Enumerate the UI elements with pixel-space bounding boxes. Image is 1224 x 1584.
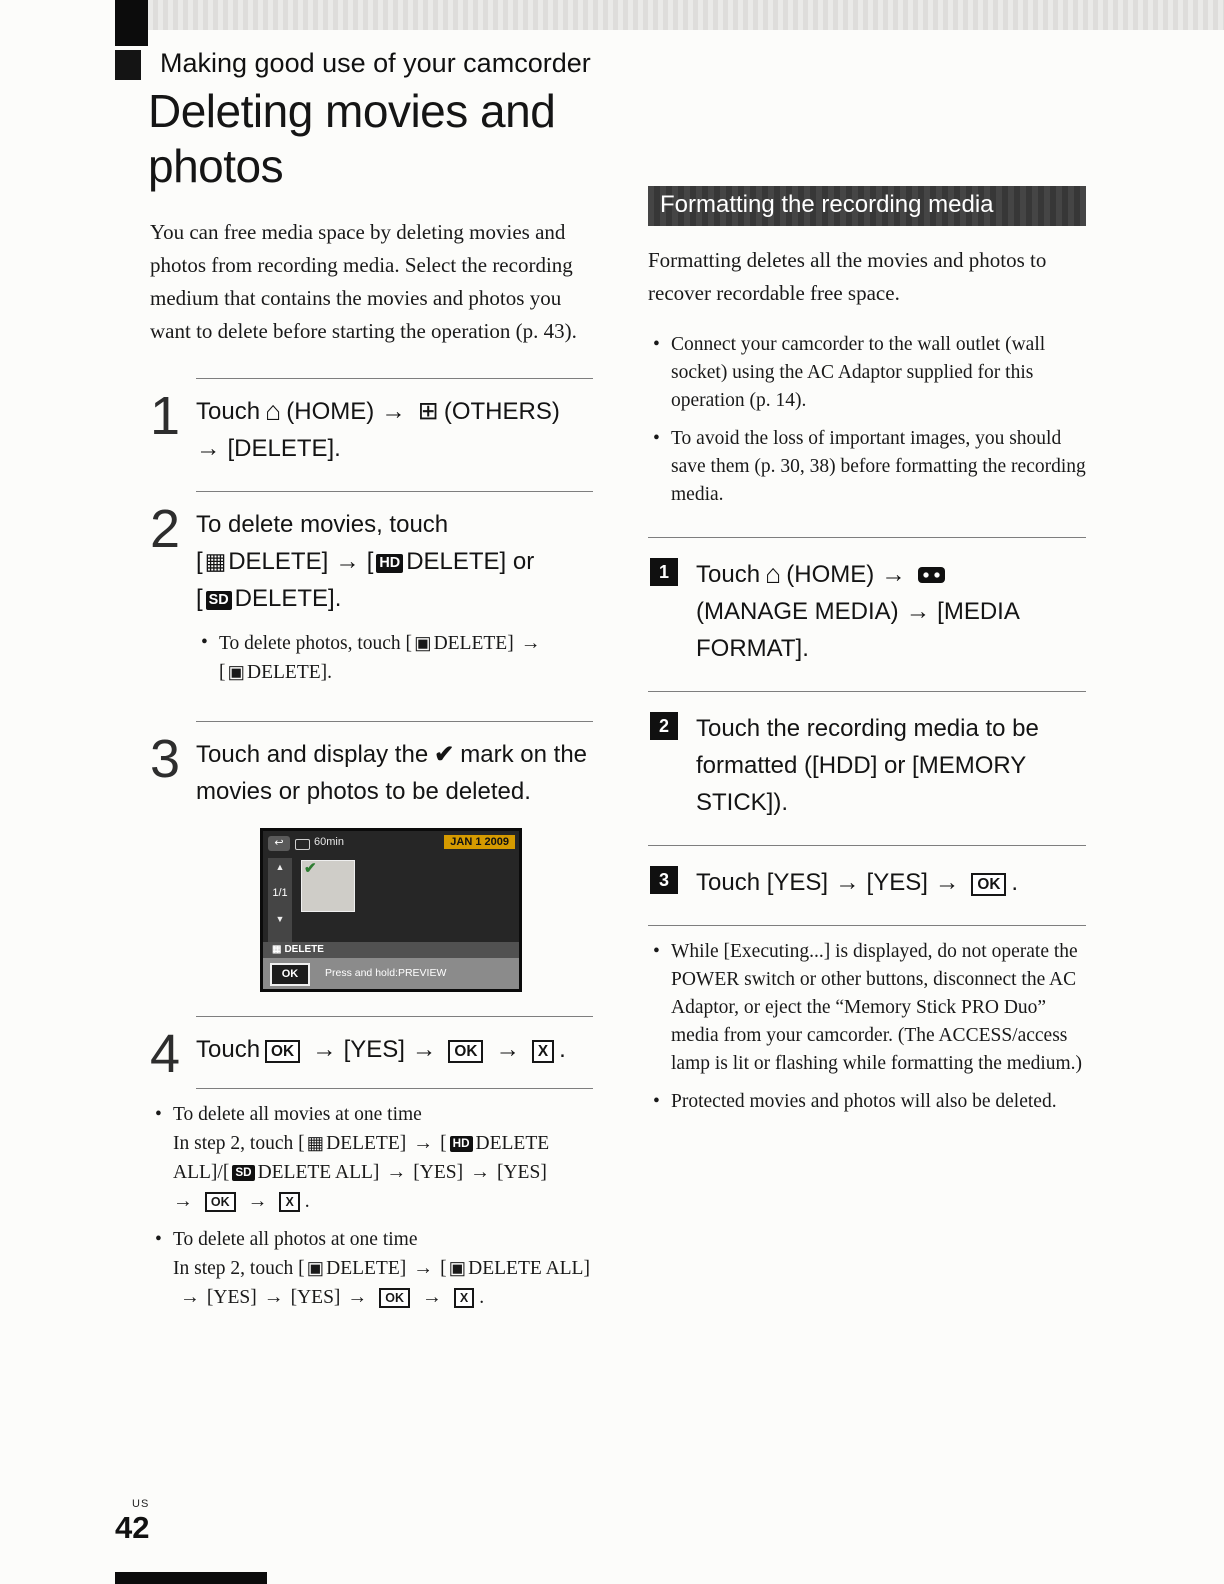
step-1 xyxy=(150,378,593,491)
ok-button-icon: OK xyxy=(265,1040,300,1064)
tip-seg: DELETE ALL] xyxy=(468,1258,590,1280)
ok-button-icon: OK xyxy=(205,1192,236,1212)
list-item: • Connect your camcorder to the wall outlet (wall socket) using the AC Adaptor supplied for this operation (p. 14). xyxy=(650,331,1086,415)
step-list xyxy=(150,378,593,1089)
page-title-line2: photos xyxy=(148,140,284,192)
page-number: 42 xyxy=(115,1510,150,1545)
format-step-list xyxy=(648,537,1086,926)
arrow-icon: → xyxy=(247,1190,268,1213)
photo-icon: ▣ xyxy=(448,1257,467,1279)
photo-icon: ▣ xyxy=(227,661,245,683)
delete-bar-label: DELETE xyxy=(284,944,324,956)
tip-seg: In step 2, touch [ xyxy=(173,1258,305,1280)
format-step-3 xyxy=(648,845,1086,925)
step-2-seg: To delete movies, touch xyxy=(196,511,449,539)
step-4 xyxy=(150,1016,593,1089)
step-3-seg: Touch and display the xyxy=(196,741,429,769)
step-1-text xyxy=(196,393,593,467)
thumbnail xyxy=(301,860,355,912)
hd-badge-icon: HD xyxy=(376,554,403,573)
arrow-icon: → xyxy=(411,1036,437,1064)
format-step-1-number: 1 xyxy=(650,558,678,586)
arrow-icon: → xyxy=(934,869,960,897)
movie-icon: ▦ xyxy=(306,1132,325,1154)
manage-media-icon xyxy=(918,567,945,583)
close-button-icon: X xyxy=(532,1040,554,1064)
tip-title: • To delete all photos at one time xyxy=(173,1229,418,1251)
fstep-seg: Touch xyxy=(696,561,761,588)
format-step-3-text xyxy=(696,864,1086,901)
step-4-number: 4 xyxy=(150,1024,181,1085)
step-4-text xyxy=(196,1031,593,1068)
ok-button-icon: OK xyxy=(448,1040,483,1064)
hd-badge-icon: HD xyxy=(450,1136,473,1152)
fstep-seg: Touch xyxy=(696,869,761,897)
scroll-up-icon: ▲ xyxy=(275,862,285,873)
ok-button: OK xyxy=(270,963,310,986)
step-3 xyxy=(150,721,593,1016)
sd-badge-icon: SD xyxy=(232,1165,254,1181)
tip-body xyxy=(173,1129,593,1216)
format-notes-list xyxy=(650,938,1086,1116)
page-indicator: 1/1 xyxy=(272,887,288,900)
check-icon: ✔ xyxy=(434,741,455,769)
step-4-seg: [YES] xyxy=(343,1036,405,1064)
date-label: JAN 1 2009 xyxy=(444,835,515,849)
home-icon: ⌂ xyxy=(265,396,282,427)
note-seg: DELETE] xyxy=(433,633,514,655)
arrow-icon: → xyxy=(413,1132,434,1155)
step-1-seg: (OTHERS) xyxy=(443,398,560,425)
tip-body xyxy=(173,1254,593,1312)
footer-bar xyxy=(115,1572,267,1584)
arrow-icon: → xyxy=(835,869,860,897)
section-mark xyxy=(115,50,141,80)
step-3-number: 3 xyxy=(150,729,181,790)
step-4-seg: . xyxy=(559,1036,566,1064)
step-2-seg: [ xyxy=(196,585,203,613)
lcd-screenshot xyxy=(260,828,522,992)
list-item xyxy=(198,629,593,687)
arrow-icon: → xyxy=(413,1257,434,1280)
format-step-1-text xyxy=(696,556,1086,667)
arrow-icon: → xyxy=(520,632,541,655)
decorative-stripe-band xyxy=(148,0,1224,30)
fstep-seg: [YES] xyxy=(766,869,829,897)
step-1-seg: Touch xyxy=(196,398,261,425)
tip-seg: . xyxy=(479,1287,485,1309)
ok-button-icon: OK xyxy=(379,1288,410,1308)
arrow-icon: → xyxy=(347,1286,368,1309)
page-title xyxy=(148,84,555,194)
right-column xyxy=(648,186,1086,1126)
tip-seg: DELETE] xyxy=(326,1133,407,1155)
step-2-note-list xyxy=(198,629,593,687)
tip-seg: DELETE ALL]/[ xyxy=(173,1133,550,1184)
movie-icon: ▦ xyxy=(204,548,227,575)
list-item: • To avoid the loss of important images, you should save them (p. 30, 38) before formatting the recording media. xyxy=(650,425,1086,509)
list-item xyxy=(152,1226,593,1312)
step-2-seg: DELETE] or xyxy=(406,548,535,576)
step-2 xyxy=(150,491,593,721)
note-seg: [ xyxy=(219,662,226,684)
fstep-seg: (MANAGE MEDIA) xyxy=(696,598,899,626)
format-step-1 xyxy=(648,537,1086,691)
preview-hint: Press and hold:PREVIEW xyxy=(325,967,447,980)
step-3-text xyxy=(196,736,593,810)
step-2-seg: [ xyxy=(366,548,374,576)
left-column xyxy=(150,216,593,1322)
step-2-number: 2 xyxy=(150,499,181,560)
recording-mode-icon xyxy=(295,839,310,850)
step-3-seg: mark on the movies or photos to be deleted. xyxy=(196,741,588,806)
tip-seg: [YES] xyxy=(496,1162,547,1184)
close-button-icon: X xyxy=(454,1288,474,1308)
tip-title: • To delete all movies at one time xyxy=(173,1104,422,1126)
format-step-3-number: 3 xyxy=(650,866,678,894)
tip-seg: [ xyxy=(440,1258,447,1280)
ok-button-icon: OK xyxy=(971,873,1006,897)
fstep-seg: (HOME) xyxy=(786,561,875,588)
tip-seg: [YES] xyxy=(290,1287,341,1309)
sd-badge-icon: SD xyxy=(206,591,232,610)
step-2-text xyxy=(196,506,593,617)
arrow-icon: → xyxy=(495,1036,520,1064)
others-icon: ⊞ xyxy=(417,397,439,425)
fstep-seg: [MEDIA FORMAT]. xyxy=(696,598,1019,663)
note-seg: DELETE]. xyxy=(247,662,333,684)
tip-seg: [ xyxy=(440,1133,447,1155)
arrow-icon: → xyxy=(180,1286,200,1309)
list-item: • While [Executing...] is displayed, do not operate the POWER switch or other buttons, disconnect the AC Adaptor, or eject the “Memory Stick PRO Duo” media from your camcorder. (The ACCESS/access lamp is lit or flashing while formatting the medium.) xyxy=(650,938,1086,1078)
remaining-time-label: 60min xyxy=(314,836,344,849)
tip-seg: In step 2, touch [ xyxy=(173,1133,305,1155)
arrow-icon: → xyxy=(386,1161,407,1184)
arrow-icon: → xyxy=(905,598,931,626)
tip-seg: . xyxy=(304,1191,310,1213)
corner-mark xyxy=(115,0,148,46)
divider-rule xyxy=(648,925,1086,926)
thumbnail-check-icon: ✔ xyxy=(304,860,317,878)
arrow-icon: → xyxy=(421,1286,442,1309)
arrow-icon: → xyxy=(312,1036,337,1064)
page-title-line1: Deleting movies and xyxy=(148,85,556,137)
tips-list xyxy=(152,1101,593,1312)
tip-seg: [YES] xyxy=(206,1287,257,1309)
photo-icon: ▣ xyxy=(414,632,432,654)
home-icon: ⌂ xyxy=(765,559,782,590)
footer-region-label: US xyxy=(132,1498,150,1510)
fstep-seg: [YES] xyxy=(866,869,928,897)
intro-paragraph: You can free media space by deleting movies and photos from recording media. Select the recording medium that contains the movies and photos you want to delete before starting the operation (p. 43). xyxy=(150,220,577,343)
tip-seg: DELETE] xyxy=(326,1258,407,1280)
scroll-strip xyxy=(268,858,292,946)
step-2-seg: DELETE] xyxy=(228,548,329,576)
format-intro: Formatting deletes all the movies and photos to recover recordable free space. xyxy=(648,248,1047,305)
step-2-seg: DELETE]. xyxy=(234,585,342,613)
step-1-seg: (HOME) xyxy=(286,398,375,425)
arrow-icon: → xyxy=(470,1161,490,1184)
list-item: • Protected movies and photos will also be deleted. xyxy=(650,1088,1086,1116)
close-button-icon: X xyxy=(279,1192,299,1212)
format-step-2-number: 2 xyxy=(650,712,678,740)
movie-icon: ▦ xyxy=(272,944,282,956)
step-2-seg: [ xyxy=(196,548,203,576)
format-step-2 xyxy=(648,691,1086,845)
delete-bar xyxy=(263,942,519,958)
fstep-seg: . xyxy=(1011,869,1019,897)
arrow-icon: → xyxy=(196,435,221,463)
format-bullet-list xyxy=(650,331,1086,509)
arrow-icon: → xyxy=(381,398,406,425)
list-item xyxy=(152,1101,593,1216)
tip-seg: [YES] xyxy=(413,1162,464,1184)
arrow-icon: → xyxy=(335,548,360,576)
chapter-kicker: Making good use of your camcorder xyxy=(160,48,591,78)
step-4-seg: Touch xyxy=(196,1036,261,1064)
step-1-number: 1 xyxy=(150,386,181,446)
note-seg: To delete photos, touch [ xyxy=(219,633,413,655)
lcd-bottom-bar xyxy=(263,958,519,989)
return-button-icon: ↩ xyxy=(268,836,290,851)
arrow-icon: → xyxy=(263,1286,284,1309)
format-step-2-text: Touch the recording media to be formatted ([HDD] or [MEMORY STICK]). xyxy=(696,715,1039,817)
photo-icon: ▣ xyxy=(306,1257,325,1279)
arrow-icon: → xyxy=(173,1190,193,1213)
tip-seg: DELETE ALL] xyxy=(257,1162,380,1184)
step-1-seg: [DELETE]. xyxy=(227,435,341,463)
arrow-icon: → xyxy=(881,561,906,588)
section-header: Formatting the recording media xyxy=(648,186,1086,226)
scroll-down-icon: ▼ xyxy=(275,914,285,925)
